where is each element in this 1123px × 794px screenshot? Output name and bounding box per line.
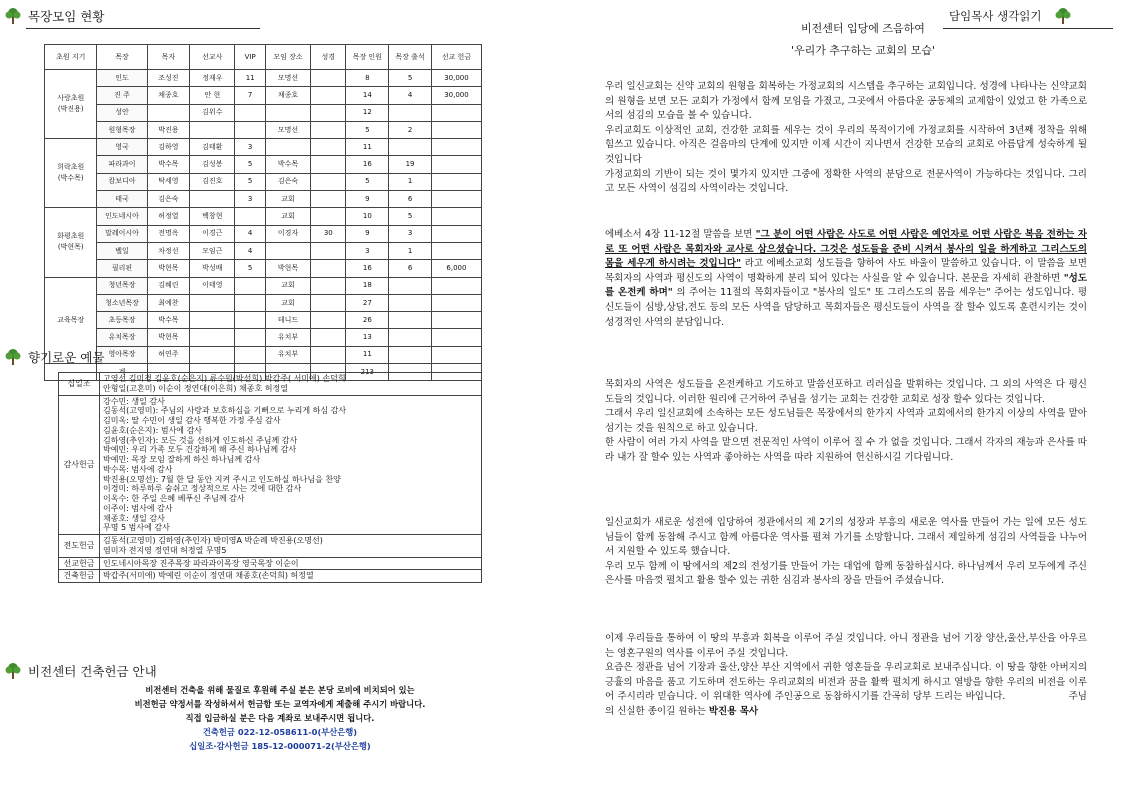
table-cell: 벨일 bbox=[97, 242, 147, 259]
table-row bbox=[45, 277, 482, 294]
table-cell bbox=[311, 70, 346, 87]
offering-row bbox=[59, 557, 482, 570]
table-cell: 김성봉 bbox=[190, 156, 235, 173]
table-cell bbox=[265, 104, 310, 121]
table-cell: 허연주 bbox=[147, 346, 190, 363]
offering-category: 건축헌금 bbox=[59, 570, 100, 583]
table-cell: 정재우 bbox=[190, 70, 235, 87]
table-cell bbox=[147, 104, 190, 121]
table-cell: 김은숙 bbox=[265, 173, 310, 190]
pastor-name: 박진용 목사 bbox=[708, 705, 759, 717]
table-cell: 3 bbox=[235, 191, 266, 208]
offering-names bbox=[100, 395, 482, 535]
table-row bbox=[45, 294, 482, 311]
table-cell: 30,000 bbox=[431, 87, 481, 104]
table-cell: 김은숙 bbox=[147, 191, 190, 208]
table-cell bbox=[311, 294, 346, 311]
column-header: 선교사 bbox=[190, 45, 235, 70]
table-cell bbox=[431, 156, 481, 173]
table-cell bbox=[431, 139, 481, 156]
tree-icon bbox=[4, 348, 22, 366]
table-cell: 진 주 bbox=[97, 87, 147, 104]
plain-leader-cell: 화평초원 (박현목) bbox=[45, 208, 97, 277]
table-cell bbox=[431, 173, 481, 190]
table-cell: 13 bbox=[346, 329, 389, 346]
table-cell bbox=[311, 346, 346, 363]
column-header: 초원 지기 bbox=[45, 45, 97, 70]
table-row bbox=[45, 312, 482, 329]
table-cell: 16 bbox=[346, 260, 389, 277]
table-cell: 김태환 bbox=[190, 139, 235, 156]
table-cell: 말레이시아 bbox=[97, 225, 147, 242]
table-cell bbox=[389, 346, 432, 363]
article-block-2 bbox=[605, 228, 1087, 330]
table-row bbox=[45, 208, 482, 225]
text-run: 에베소서 4장 11-12절 말씀을 보면 bbox=[605, 229, 756, 240]
offering-line: 안형일(고혼미) 이순이 정연대(이은희) 채종호 허정열 bbox=[103, 383, 288, 393]
paragraph: 이제 우리들을 통하여 이 땅의 부흥과 회복을 이루어 주실 것입니다. 아니 정관을 넘어 기장 양산,울산,부산을 아우르는 영혼구원의 역사를 이루어 주실 것입니다. bbox=[605, 633, 1087, 659]
table-row bbox=[45, 70, 482, 87]
table-cell bbox=[235, 294, 266, 311]
table-cell: 청소년목장 bbox=[97, 294, 147, 311]
table-cell: 원형목장 bbox=[97, 121, 147, 138]
table-cell: 초등목장 bbox=[97, 312, 147, 329]
offering-names bbox=[100, 557, 482, 570]
table-cell: 9 bbox=[346, 225, 389, 242]
table-cell bbox=[389, 139, 432, 156]
table-cell: 파라과이 bbox=[97, 156, 147, 173]
offering-line: 박갑주(서미애) 박예린 이순이 정연대 채종호(손덕희) 허정열 bbox=[103, 571, 314, 581]
offering-row bbox=[59, 570, 482, 583]
table-cell: 16 bbox=[346, 156, 389, 173]
paragraph: 우리 모두 함께 이 땅에서의 제2의 전성기를 만들어 가는 대업에 함께 동참하십시다. 하나님께서 우리 모두에게 주신 은사를 마음껏 펼치고 활용 할수 있는 귀한 심김과 봉사의 장을 만들어 주셨습니다. bbox=[605, 560, 1087, 587]
table-cell bbox=[311, 260, 346, 277]
tree-icon bbox=[4, 7, 22, 25]
table-cell: 6 bbox=[389, 191, 432, 208]
table-cell: 유치부 bbox=[265, 329, 310, 346]
offering-line: 박예민: 목장 모임 잘하게 하신 하나님께 감사 bbox=[103, 455, 261, 464]
table-cell: 교회 bbox=[265, 294, 310, 311]
table-cell: 이태영 bbox=[190, 277, 235, 294]
table-cell: 이경근 bbox=[190, 225, 235, 242]
table-cell: 박현목 bbox=[265, 260, 310, 277]
article-block-5 bbox=[605, 632, 1087, 720]
offering-line: 무명 5 범사에 감사 bbox=[103, 523, 170, 533]
table-cell: 2 bbox=[389, 121, 432, 138]
offering-row bbox=[59, 373, 482, 396]
offering-line: 박수목: 범사에 감사 bbox=[103, 464, 173, 474]
notice-line: 비전헌금 약정서를 작성하셔서 헌금함 또는 교역자에게 제출해 주시기 바랍니다. bbox=[134, 699, 426, 709]
paragraph-ephesians bbox=[605, 228, 1087, 330]
table-cell: 4 bbox=[235, 225, 266, 242]
column-subtitle: '우리가 추구하는 교회의 모습' bbox=[790, 44, 936, 57]
table-cell: 30,000 bbox=[431, 70, 481, 87]
table-cell: 박수목 bbox=[265, 156, 310, 173]
offering-category: 십일조 bbox=[59, 373, 100, 396]
table-cell: 18 bbox=[346, 277, 389, 294]
table-cell bbox=[311, 208, 346, 225]
table-cell bbox=[431, 191, 481, 208]
table-cell: 5 bbox=[235, 260, 266, 277]
table-cell: 채종호 bbox=[147, 87, 190, 104]
group-status-header bbox=[0, 6, 300, 26]
table-cell: 14 bbox=[346, 87, 389, 104]
table-cell: 성안 bbox=[97, 104, 147, 121]
building-header bbox=[0, 661, 320, 681]
table-cell: 9 bbox=[346, 191, 389, 208]
article-block-1 bbox=[605, 80, 1087, 197]
table-cell bbox=[431, 294, 481, 311]
table-cell bbox=[431, 225, 481, 242]
paragraph bbox=[605, 661, 1087, 719]
offering-line: 이경미: 하루하루 숨쉬고 정상적으로 사는 것에 대한 감사 bbox=[103, 484, 302, 494]
text-run: 의 주어는 11절의 목회자들이고 "봉사의 일도" 또 그리스도의 몸을 세우는" 주어는 성도입니다. 평신도들이 심방,상담,전도 등의 모든 사역을 담당하고 목회자들은 평신도들이 사역을 잘 할수 있도록 훈련시키는 것이 성경적인 사역의 분담입니다. bbox=[605, 287, 1087, 328]
table-cell bbox=[431, 208, 481, 225]
offering-line: 채종호: 생일 감사 bbox=[103, 513, 165, 523]
table-cell bbox=[311, 139, 346, 156]
table-cell bbox=[431, 121, 481, 138]
paragraph: 가정교회의 기반이 되는 것이 몇가지 있지만 그중에 정확한 사역의 분담으로 전문사역이 가능하다는 것입니다. 그리고 모든 사역이 섬김의 사역이라는 것입니다. bbox=[605, 168, 1087, 195]
table-cell bbox=[431, 346, 481, 363]
tithe-account: 십일조·감사헌금 185-12-000071-2(부산은행) bbox=[189, 741, 371, 751]
table-cell: 3 bbox=[389, 225, 432, 242]
table-cell: 전명옥 bbox=[147, 225, 190, 242]
table-cell: 박성배 bbox=[190, 260, 235, 277]
table-cell: 4 bbox=[235, 242, 266, 259]
paragraph: 목회자의 사역은 성도들을 온전케하고 기도하고 말씀선포하고 리러십을 발휘하는 것입니다. 그 외의 사역은 다 평신도들의 것입니다. 이러한 원리에 근거하여 주님을 섬기는 교회는 건강한 교회로 성장 할수 있다는 것입니다. bbox=[605, 379, 1087, 405]
table-cell bbox=[389, 104, 432, 121]
table-cell: 필리핀 bbox=[97, 260, 147, 277]
table-cell: 허정열 bbox=[147, 208, 190, 225]
offering-line: 박진용(오명선): 7월 한 달 동안 지켜 주시고 인도하실 하나님을 찬양 bbox=[103, 474, 341, 484]
table-cell: 1 bbox=[389, 242, 432, 259]
ephesians-quote: "그 분이 어떤 사람은 사도로 어떤 사람은 예언자로 어떤 사람은 복음 전하는 자로 또 어떤 사람은 목회자와 교사로 삼으셨습니다. 그것은 성도들을 준비 시켜서 봉사의 일을 하게하고 그리스도의 몸을 세우게 하시려는 것입니다" bbox=[605, 229, 1087, 270]
offering-names bbox=[100, 535, 482, 558]
notice-line: 직접 입금하실 분은 다음 계좌로 보내주시면 됩니다. bbox=[185, 713, 375, 723]
article-block-3 bbox=[605, 378, 1087, 466]
offering-line: 박예민: 우리 가족 모두 건강하게 해 주신 하나님께 감사 bbox=[103, 445, 297, 455]
table-cell: 교회 bbox=[265, 191, 310, 208]
table-cell: 유치부 bbox=[265, 346, 310, 363]
table-cell bbox=[431, 312, 481, 329]
offering-title: 향기로운 예물 bbox=[28, 350, 105, 365]
plain-leader-cell: 희락초원 (박수목) bbox=[45, 139, 97, 208]
closing-text: 주님의 신실한 종이길 원하는 bbox=[605, 691, 1087, 717]
table-cell: 11 bbox=[346, 139, 389, 156]
table-cell: 5 bbox=[235, 173, 266, 190]
pastor-header-title: 담임목사 생각읽기 bbox=[949, 9, 1042, 23]
table-cell: 영아목장 bbox=[97, 346, 147, 363]
table-cell: 박진용 bbox=[147, 121, 190, 138]
table-cell: 인도 bbox=[97, 70, 147, 87]
table-cell: 안 현 bbox=[190, 87, 235, 104]
table-cell bbox=[431, 277, 481, 294]
table-cell: 김하영 bbox=[147, 139, 190, 156]
table-cell: 모임근 bbox=[190, 242, 235, 259]
table-cell: 1 bbox=[389, 173, 432, 190]
offering-line: 김동석(고영미): 주님의 사랑과 보호하심을 기뻐으로 누리게 하심 감사 bbox=[103, 406, 347, 416]
table-cell bbox=[431, 242, 481, 259]
total-value: 213 bbox=[346, 364, 389, 381]
total-label: 계 bbox=[97, 364, 147, 381]
table-cell: 12 bbox=[346, 104, 389, 121]
table-cell: 5 bbox=[389, 208, 432, 225]
table-cell bbox=[235, 121, 266, 138]
table-cell bbox=[311, 242, 346, 259]
table-cell bbox=[431, 329, 481, 346]
left-page bbox=[0, 0, 560, 794]
table-row bbox=[45, 87, 482, 104]
offering-names bbox=[100, 570, 482, 583]
table-cell: 10 bbox=[346, 208, 389, 225]
table-row bbox=[45, 139, 482, 156]
table-cell: 5 bbox=[346, 173, 389, 190]
table-cell: 8 bbox=[346, 70, 389, 87]
table-cell: 탁세영 bbox=[147, 173, 190, 190]
table-cell: 5 bbox=[235, 156, 266, 173]
plain-leader-cell: 교육목장 bbox=[45, 277, 97, 363]
table-cell bbox=[190, 294, 235, 311]
column-title: 비전센터 입당에 즈음하여 bbox=[801, 22, 925, 35]
table-cell bbox=[265, 139, 310, 156]
table-cell: 19 bbox=[389, 156, 432, 173]
building-title: 비전센터 건축헌금 안내 bbox=[28, 664, 157, 679]
column-header: 목장 bbox=[97, 45, 147, 70]
offering-table bbox=[58, 372, 482, 583]
table-cell: 조성진 bbox=[147, 70, 190, 87]
offering-line: 김미옥: 딸 수민이 생일 감사 행복한 가정 주심 감사 bbox=[103, 416, 281, 425]
table-cell: 박현목 bbox=[147, 260, 190, 277]
table-cell bbox=[431, 104, 481, 121]
table-cell: 박현목 bbox=[147, 329, 190, 346]
table-cell bbox=[190, 329, 235, 346]
table-cell bbox=[235, 104, 266, 121]
text-run: 요즘은 정관을 넘어 기장과 울산,양산 부산 지역에서 귀한 영혼들을 우리교회로 보내주십니다. 이 땅을 향한 아버지의 긍휼의 마음을 품고 기도하며 전도하는 우리교회의 비전과 꿈을 활짝 펼치게 하시고 열방을 향한 우리의 비전을 이루어 주시리라 믿습니다. 이 위대한 역사에 주인공으로 동참하시기를 간곡히 당부 드리는 바입니다. bbox=[605, 662, 1087, 703]
table-row bbox=[45, 173, 482, 190]
table-cell: 김혜린 bbox=[147, 277, 190, 294]
table-cell: 유치목장 bbox=[97, 329, 147, 346]
table-cell: 최예찬 bbox=[147, 294, 190, 311]
table-cell bbox=[389, 294, 432, 311]
column-header: 선교 헌금 bbox=[431, 45, 481, 70]
paragraph: 우리 일신교회는 신약 교회의 원형을 회복하는 가정교회의 시스템을 추구하는 교회입니다. 성경에 나타나는 신약교회의 원형을 보면 모든 교회가 가정에서 함께 모임을 가졌고, 그곳에서 아름다운 공동체의 교제함이 있었고 한 가족으로서의 섬김의 모습을 볼 수 있습니다. bbox=[605, 81, 1087, 122]
table-row bbox=[45, 191, 482, 208]
column-header: 성경 bbox=[311, 45, 346, 70]
column-header: VIP bbox=[235, 45, 266, 70]
column-header: 목장 인원 bbox=[346, 45, 389, 70]
table-cell: 테니드 bbox=[265, 312, 310, 329]
table-cell bbox=[311, 329, 346, 346]
table-cell bbox=[311, 104, 346, 121]
building-notice bbox=[40, 683, 520, 753]
table-cell: 박수목 bbox=[147, 156, 190, 173]
table-cell: 차정선 bbox=[147, 242, 190, 259]
table-cell: 26 bbox=[346, 312, 389, 329]
table-cell bbox=[311, 156, 346, 173]
table-cell: 27 bbox=[346, 294, 389, 311]
table-cell: 채종호 bbox=[265, 87, 310, 104]
table-row bbox=[45, 260, 482, 277]
table-cell bbox=[311, 191, 346, 208]
table-cell: 인도네시아 bbox=[97, 208, 147, 225]
paragraph: 우리교회도 이상적인 교회, 건강한 교회를 세우는 것이 우리의 목적이기에 가정교회를 시작하여 3년째 정착을 위해 힘쓰고 있습니다. 아직은 걸음마의 단계에 있지만 이제 시간이 지나면서 건강한 모습의 교회로 아름답게 성숙하게 될 것입니다 bbox=[605, 124, 1087, 165]
table-cell bbox=[311, 87, 346, 104]
column-header: 목장 출석 bbox=[389, 45, 432, 70]
table-cell: 박수목 bbox=[147, 312, 190, 329]
offering-row bbox=[59, 395, 482, 535]
table-cell bbox=[389, 329, 432, 346]
table-header-row bbox=[45, 45, 482, 70]
offering-line: 염미자 전지영 정연대 허정열 무명5 bbox=[103, 545, 227, 555]
table-cell: 11 bbox=[346, 346, 389, 363]
table-row bbox=[45, 225, 482, 242]
column-header: 목자 bbox=[147, 45, 190, 70]
table-cell: 백창현 bbox=[190, 208, 235, 225]
table-cell: 김위수 bbox=[190, 104, 235, 121]
table-row bbox=[45, 104, 482, 121]
table-cell bbox=[235, 312, 266, 329]
table-cell bbox=[190, 312, 235, 329]
notice-line: 비전센터 건축을 위해 물질로 후원해 주실 분은 본당 로비에 비치되어 있는 bbox=[145, 685, 415, 695]
table-cell: 3 bbox=[235, 139, 266, 156]
table-cell: 김진호 bbox=[190, 173, 235, 190]
table-cell: 모명선 bbox=[265, 70, 310, 87]
paragraph: 그래서 우리 일신교회에 소속하는 모든 성도님들은 목장에서의 한가지 사역과 교회에서의 한가지 이상의 사역을 맡아 섬기는 것을 원칙으로 하고 있습니다. bbox=[605, 408, 1087, 434]
table-cell: 7 bbox=[235, 87, 266, 104]
offering-line: 고영선 김미경 김윤호(순은지) 류수원(박선희) 박갑주( 서미애) 손덕희 bbox=[103, 374, 346, 383]
table-cell: 6,000 bbox=[431, 260, 481, 277]
group-status-table bbox=[44, 44, 482, 381]
table-cell bbox=[389, 277, 432, 294]
table-cell: 6 bbox=[389, 260, 432, 277]
plain-leader-cell: 사랑초원 (박진용) bbox=[45, 70, 97, 139]
table-row bbox=[45, 121, 482, 138]
paragraph: 일신교회가 새로운 성전에 입당하여 정관에서의 제 2기의 성장과 부흥의 새로운 역사를 만들어 가는 일에 모든 성도님들이 함께 동참해 주시고 함께 아름다운 역사를 펼쳐 가기를 소망합니다. 그래서 제일하게 섬김의 사역들을 나누어서 지원할 수 있도록 했습니다. bbox=[605, 517, 1087, 558]
offering-line: 인도네시아목장 진주목장 파라과이목장 영국목장 이순이 bbox=[103, 558, 299, 568]
table-row bbox=[45, 242, 482, 259]
paragraph: 한 사람이 여러 가지 사역을 맡으면 전문적인 사역이 이루어 질 수 가 없을 것입니다. 그래서 각자의 재능과 은사를 따라 내가 잘 할수 있는 사역과 좋아하는 사역을 따라 지원하여 헌신하시길 기다립니다. bbox=[605, 437, 1087, 463]
table-row bbox=[45, 329, 482, 346]
offering-line: 김동석(고영미) 김하영(추인자) 박미영A 박순례 박진용(오명선) bbox=[103, 536, 323, 545]
table-cell bbox=[190, 121, 235, 138]
table-cell bbox=[265, 242, 310, 259]
offering-line: 이옥수: 한 주일 은혜 베푸신 주님께 감사 bbox=[103, 494, 245, 503]
table-cell bbox=[311, 312, 346, 329]
table-cell: 4 bbox=[389, 87, 432, 104]
offering-category: 전도헌금 bbox=[59, 535, 100, 558]
table-cell: 이경자 bbox=[265, 225, 310, 242]
table-cell bbox=[235, 208, 266, 225]
column-titles bbox=[653, 18, 1073, 62]
table-cell: 5 bbox=[346, 121, 389, 138]
offering-names bbox=[100, 373, 482, 396]
table-cell: 교회 bbox=[265, 208, 310, 225]
table-cell bbox=[235, 277, 266, 294]
table-cell: 캄보디아 bbox=[97, 173, 147, 190]
table-cell: 11 bbox=[235, 70, 266, 87]
column-header: 모임 장소 bbox=[265, 45, 310, 70]
table-row bbox=[45, 156, 482, 173]
table-cell bbox=[311, 277, 346, 294]
table-cell: 5 bbox=[389, 70, 432, 87]
table-cell: 청년목장 bbox=[97, 277, 147, 294]
offering-line: 강수민: 생일 감사 bbox=[103, 396, 165, 406]
text-run: 라고 에베소교회 성도들을 향하여 사도 바울이 말씀하고 있습니다. 이 말씀을 보면 목회자의 사역과 평신도의 사역이 명확하게 분리 되어 있다는 사실을 알 수 있습니다. 본문을 자세히 관찰하면 bbox=[605, 258, 1087, 284]
table-cell: 태국 bbox=[97, 191, 147, 208]
table-cell bbox=[311, 173, 346, 190]
table-cell: 30 bbox=[311, 225, 346, 242]
offering-header bbox=[0, 347, 300, 367]
offering-category: 선교헌금 bbox=[59, 557, 100, 570]
right-page bbox=[563, 0, 1123, 794]
table-cell: 모명선 bbox=[265, 121, 310, 138]
table-cell bbox=[190, 191, 235, 208]
table-cell: 교회 bbox=[265, 277, 310, 294]
offering-row bbox=[59, 535, 482, 558]
table-cell bbox=[311, 121, 346, 138]
offering-category: 감사헌금 bbox=[59, 395, 100, 535]
article-block-4 bbox=[605, 516, 1087, 589]
table-cell: 3 bbox=[346, 242, 389, 259]
offering-line: 김하영(추인자): 모든 것을 선하게 인도하신 주님께 감사 bbox=[103, 435, 298, 445]
table-cell bbox=[389, 312, 432, 329]
offering-line: 이주이: 범사에 감사 bbox=[103, 503, 173, 513]
table-cell: 영국 bbox=[97, 139, 147, 156]
tree-icon bbox=[4, 662, 22, 680]
table-cell bbox=[235, 329, 266, 346]
building-account: 건축헌금 022-12-058611-0(부산은행) bbox=[202, 727, 358, 737]
offering-line: 김윤호(순은지): 범사에 감사 bbox=[103, 425, 203, 435]
group-status-title: 목장모임 현황 bbox=[28, 9, 105, 24]
emphasis-phrase: "성도를 온전케 하며" bbox=[605, 272, 1087, 299]
